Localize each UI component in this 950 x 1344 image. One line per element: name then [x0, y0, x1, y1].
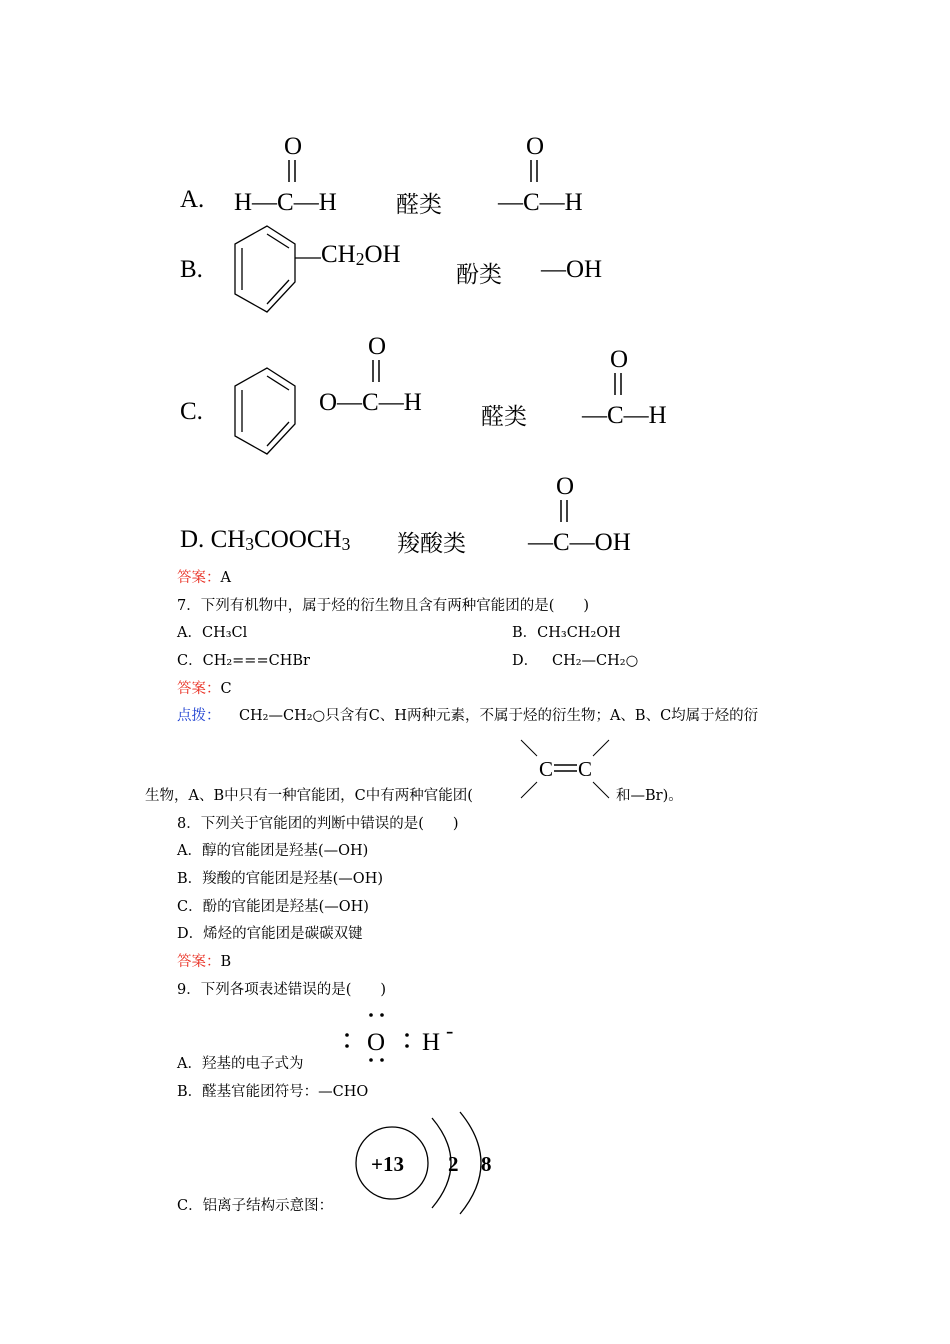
- option-c-group-structure: [580, 343, 690, 433]
- option-b-group: —OH: [541, 256, 603, 283]
- q8-answer: 答案：B: [177, 954, 232, 970]
- svg-text:H: H: [422, 1029, 441, 1056]
- q9-option-a: A．羟基的电子式为: [177, 1056, 304, 1072]
- q6-answer: 答案：A: [177, 570, 231, 586]
- q7-hint-end: 和—Br)。: [616, 788, 683, 804]
- q7-hint-continued: 生物，A、B中只有一种官能团，C中有两种官能团(: [145, 788, 473, 804]
- option-b-category: 酚类: [456, 262, 502, 288]
- q8-option-c: C．酚的官能团是羟基(—OH): [177, 899, 369, 915]
- q8-option-d: D．烯烃的官能团是碳碳双键: [177, 926, 363, 942]
- svg-text:—C—H: —C—H: [498, 189, 583, 216]
- svg-text:—C—OH: —C—OH: [528, 529, 631, 556]
- q8-stem: 8．下列关于官能团的判断中错误的是( ): [177, 816, 459, 832]
- option-a-category: 醛类: [396, 192, 442, 218]
- formaldehyde-formula: H—C—H: [234, 189, 337, 216]
- nucleus-charge: +13: [371, 1152, 404, 1176]
- svg-text:-: -: [446, 1018, 454, 1043]
- q9-option-b: B．醛基官能团符号：—CHO: [177, 1084, 369, 1100]
- benzyl-alcohol-ring: [225, 222, 345, 322]
- svg-text:O: O: [368, 333, 387, 360]
- aluminum-ion-structure-diagram: [352, 1112, 512, 1222]
- svg-text:O: O: [526, 133, 545, 160]
- q7-option-c: C．CH₂===CHBr: [177, 653, 310, 669]
- svg-text:O—C—H: O—C—H: [319, 389, 422, 416]
- svg-text:O: O: [610, 346, 629, 373]
- formaldehyde-structure: [232, 130, 372, 216]
- carboxyl-group-structure: [526, 470, 656, 560]
- phenyl-formate-ester: [295, 330, 445, 420]
- option-d-category: 羧酸类: [397, 531, 466, 557]
- carbon-double-bond-structure: [515, 736, 615, 806]
- carbonyl-oxygen: O: [284, 133, 303, 160]
- q9-stem: 9．下列各项表述错误的是( ): [177, 982, 387, 998]
- q7-answer: 答案：C: [177, 681, 232, 697]
- option-d-formula: D. $CH_3COOCH_3$: [180, 526, 351, 554]
- q7-hint: 点拨： CH₂—CH₂○只含有C、H两种元素，不属于烃的衍生物；A、B、C均属于烃的衍: [177, 708, 759, 724]
- hydroxyl-electron-formula: [340, 1010, 470, 1070]
- q7-option-b: B．CH₃CH₂OH: [512, 625, 621, 641]
- svg-text:C: C: [539, 757, 554, 781]
- q8-option-b: B．羧酸的官能团是羟基(—OH): [177, 871, 384, 887]
- q9-option-c: C．铝离子结构示意图：: [177, 1198, 334, 1214]
- q7-stem: 7．下列有机物中，属于烃的衍生物且含有两种官能团的是( ): [177, 598, 590, 614]
- option-a-label: A.: [180, 186, 205, 213]
- option-c-label: C.: [180, 398, 203, 425]
- option-b-substituent: $CH_2OH$: [321, 241, 401, 269]
- q7-option-a: A．CH₃Cl: [177, 625, 248, 641]
- q7-option-d: D． CH₂—CH₂○: [512, 653, 639, 669]
- svg-text:O: O: [556, 473, 575, 500]
- svg-text:O: O: [367, 1029, 386, 1056]
- shell-1-electrons: 2: [448, 1152, 459, 1176]
- svg-text:—C—H: —C—H: [582, 402, 667, 429]
- shell-2-electrons: 8: [481, 1152, 492, 1176]
- q8-option-a: A．醇的官能团是羟基(—OH): [177, 843, 369, 859]
- svg-text:C: C: [578, 757, 593, 781]
- option-c-category: 醛类: [481, 404, 527, 430]
- option-b-label: B.: [180, 256, 203, 283]
- option-a-group-structure: [496, 130, 606, 216]
